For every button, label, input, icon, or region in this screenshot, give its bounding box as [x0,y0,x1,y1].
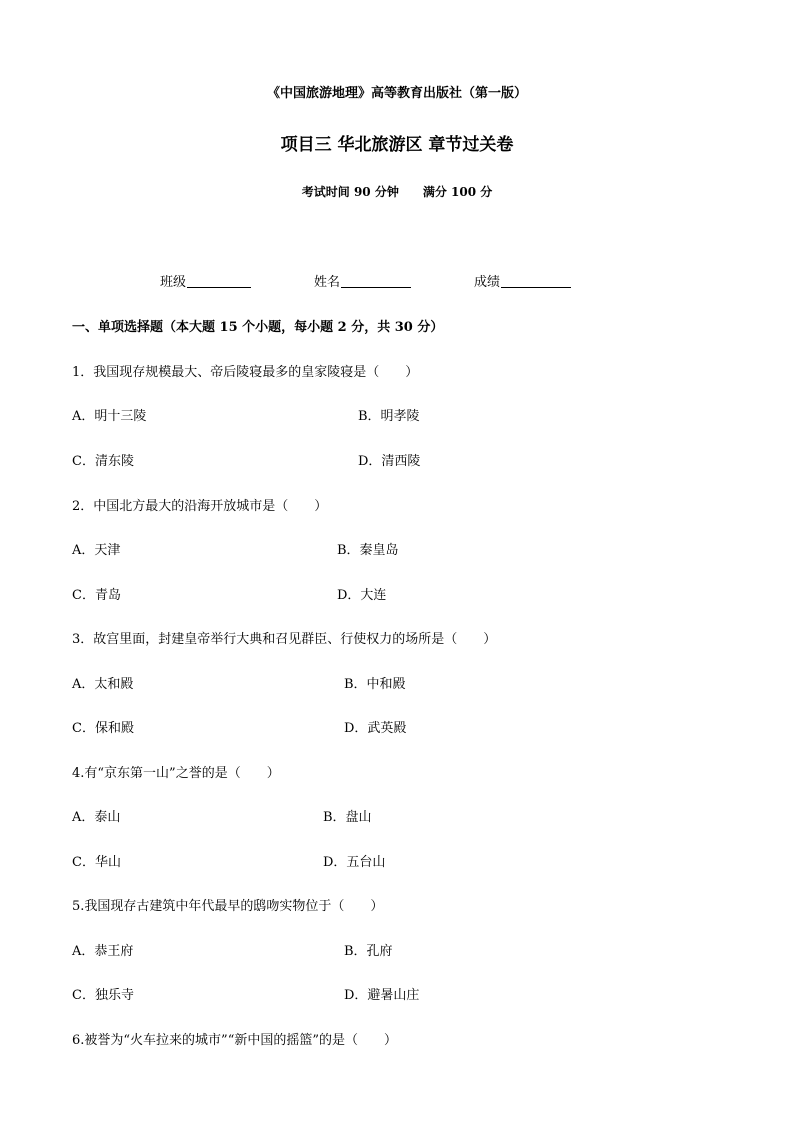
question-2-option-d[interactable]: D．大连 [337,588,387,603]
question-6: 6.被誉为“火车拉来的城市”“新中国的摇篮”的是（ ） [72,1033,397,1048]
question-1-option-d[interactable]: D．清西陵 [358,454,421,469]
question-5: 5.我国现存古建筑中年代最早的鸱吻实物位于（ ） [72,899,384,914]
question-3-option-d[interactable]: D．武英殿 [344,721,407,736]
question-1-option-b[interactable]: B．明孝陵 [358,409,420,424]
question-3-option-a[interactable]: A．太和殿 [72,677,134,692]
question-2: 2．中国北方最大的沿海开放城市是（ ） [72,499,328,514]
name-field[interactable] [314,271,411,290]
question-2-option-b[interactable]: B．秦皇岛 [337,543,399,558]
exam-meta [0,183,794,200]
exam-time: 考试时间 90 分钟 [301,185,399,199]
question-5-option-c[interactable]: C．独乐寺 [72,988,134,1003]
question-5-option-b[interactable]: B．孔府 [344,944,393,959]
full-score: 满分 100 分 [422,185,493,199]
question-1-option-c[interactable]: C．清东陵 [72,454,134,469]
question-1: 1．我国现存规模最大、帝后陵寝最多的皇家陵寝是（ ） [72,365,419,380]
question-3-option-b[interactable]: B．中和殿 [344,677,406,692]
question-5-option-a[interactable]: A．恭王府 [72,944,134,959]
question-3-option-c[interactable]: C．保和殿 [72,721,134,736]
class-label: 班级 [160,275,187,290]
question-2-option-c[interactable]: C．青岛 [72,588,121,603]
question-4-option-a[interactable]: A．泰山 [72,810,121,825]
question-5-option-d[interactable]: D．避暑山庄 [344,988,420,1003]
exam-title: 项目三 华北旅游区 章节过关卷 [280,135,514,155]
question-4: 4.有“京东第一山”之誉的是（ ） [72,766,280,781]
class-blank[interactable] [187,273,251,288]
question-1-option-a[interactable]: A．明十三陵 [72,409,147,424]
score-field[interactable] [474,271,571,290]
question-4-option-d[interactable]: D．五台山 [323,855,386,870]
name-blank[interactable] [341,273,411,288]
question-4-option-b[interactable]: B．盘山 [323,810,372,825]
section-heading: 一、单项选择题（本大题 15 个小题，每小题 2 分，共 30 分） [72,320,444,335]
name-label: 姓名 [314,275,341,290]
book-title: 《中国旅游地理》高等教育出版社（第一版） [266,86,527,101]
question-2-option-a[interactable]: A．天津 [72,543,121,558]
class-field[interactable] [160,271,251,290]
score-label: 成绩 [474,275,501,290]
question-3: 3．故宫里面，封建皇帝举行大典和召见群臣、行使权力的场所是（ ） [72,632,497,647]
score-blank[interactable] [501,273,571,288]
question-4-option-c[interactable]: C．华山 [72,855,121,870]
